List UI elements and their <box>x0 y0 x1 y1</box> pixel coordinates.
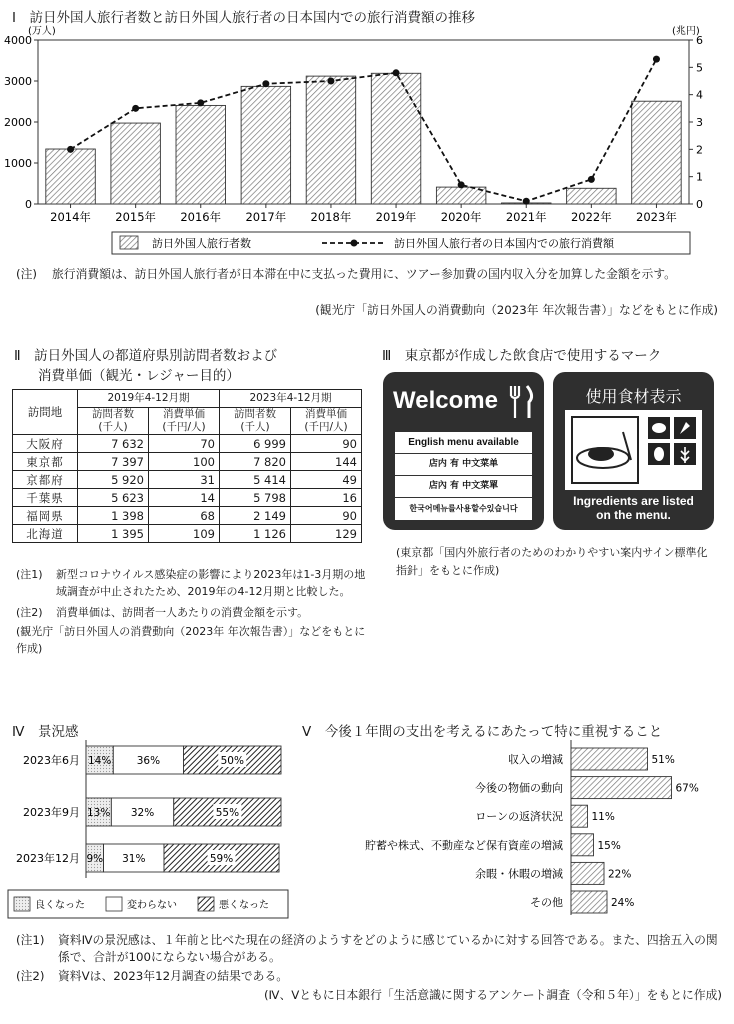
ingredients-title: 使用食材表示 <box>585 387 682 406</box>
header-price-text: 消費単価 <box>305 408 347 420</box>
section1-title: Ⅰ 訪日外国人旅行者数と訪日外国人旅行者の日本国内での旅行消費額の推移 <box>12 10 475 26</box>
footer-note1-text: 資料Ⅳの景況感は、１年前と比べた現在の経済のようすをどのように感じているかに対する回答である。また、四捨五入の関係で、合計が100にならない場合がある。 <box>58 933 718 964</box>
header-price-2019 <box>149 408 220 435</box>
section1-source: (観光庁「訪日外国人の消費動向（2023年 年次報告書）」などをもとに作成) <box>315 303 718 317</box>
table-row <box>13 507 362 525</box>
table-row <box>13 435 362 453</box>
section2-note2-text: 消費単価は、訪問者一人あたりの消費金額を示す。 <box>56 606 309 619</box>
value-bar <box>571 748 648 770</box>
ingredients-mark <box>553 372 714 530</box>
spending-point <box>197 99 204 106</box>
cell-visitors-2023: 1 126 <box>220 525 291 543</box>
cell-place: 東京都 <box>13 453 78 471</box>
header-visitors-text: 訪問者数 <box>234 408 276 420</box>
header-visitors-2023 <box>220 408 291 435</box>
x-tick-label: 2015年 <box>115 210 157 224</box>
visitor-bar <box>111 123 160 204</box>
header-visitors-unit: (千人) <box>98 421 128 433</box>
right-tick-label: 3 <box>696 116 703 129</box>
cell-price-2019: 31 <box>149 471 220 489</box>
header-period-2023: 2023年4-12月期 <box>220 390 362 408</box>
category-label: 今後の物価の動向 <box>475 781 563 795</box>
row-label: 2023年12月 <box>16 852 80 865</box>
section4-chart <box>0 740 300 925</box>
x-tick-label: 2022年 <box>570 210 612 224</box>
cell-place: 千葉県 <box>13 489 78 507</box>
section2-source: (観光庁「訪日外国人の消費動向（2023年 年次報告書）」などをもとに作成) <box>16 625 366 655</box>
visitor-bar <box>241 86 290 204</box>
visitor-bar <box>46 149 95 204</box>
left-tick-label: 3000 <box>4 75 32 88</box>
footer-note2-label: (注2) <box>16 969 45 983</box>
value-label: 15% <box>597 839 621 852</box>
left-tick-label: 2000 <box>4 116 32 129</box>
legend-improved-swatch <box>14 897 30 911</box>
section4-title: Ⅳ 景況感 <box>12 724 79 740</box>
cell-visitors-2023: 5 414 <box>220 471 291 489</box>
x-tick-label: 2021年 <box>505 210 547 224</box>
section2-note1-label: (注1) <box>16 568 43 581</box>
value-bar <box>571 805 588 827</box>
right-unit-label: (兆円) <box>672 26 700 37</box>
visitor-bar <box>176 105 225 204</box>
ingredients-caption <box>553 494 714 522</box>
value-bar <box>571 862 604 884</box>
legend-unchanged-swatch <box>106 897 122 911</box>
cell-price-2019: 70 <box>149 435 220 453</box>
table-row <box>13 471 362 489</box>
left-tick-label: 0 <box>25 198 32 211</box>
footer-source: (Ⅳ、Ⅴともに日本銀行「生活意識に関するアンケート調査（令和５年）」をもとに作成) <box>263 988 722 1002</box>
right-tick-label: 0 <box>696 198 703 211</box>
category-label: ローンの返済状況 <box>475 810 563 824</box>
right-tick-label: 6 <box>696 34 703 47</box>
legend-bar-label: 訪日外国人旅行者数 <box>152 237 251 250</box>
visitor-bar <box>306 76 355 204</box>
section5-chart <box>290 740 734 920</box>
x-tick-label: 2016年 <box>180 210 222 224</box>
spending-point <box>588 176 595 183</box>
right-tick-label: 4 <box>696 88 703 102</box>
table-row <box>13 453 362 471</box>
visitor-table <box>12 389 362 543</box>
spending-point <box>393 69 400 76</box>
legend-line-label: 訪日外国人旅行者の日本国内での旅行消費額 <box>394 237 614 250</box>
section2-table-wrap <box>12 389 362 543</box>
menu-chinese-simplified: 店内 有 中文菜单 <box>395 454 532 476</box>
cell-visitors-2019: 5 920 <box>78 471 149 489</box>
cell-price-2023: 49 <box>291 471 362 489</box>
cell-place: 大阪府 <box>13 435 78 453</box>
allergen-icons <box>647 416 697 484</box>
value-label: 24% <box>611 897 635 909</box>
x-tick-label: 2020年 <box>440 210 482 224</box>
value-label: 11% <box>591 811 615 824</box>
cell-visitors-2019: 7 397 <box>78 453 149 471</box>
segment-label: 55% <box>215 807 240 819</box>
segment-label: 13% <box>87 807 111 819</box>
header-visitors-2019 <box>78 408 149 435</box>
segment-label: 50% <box>220 755 244 767</box>
dish-icon <box>571 416 639 484</box>
footer-notes <box>16 932 722 1004</box>
spending-point <box>523 198 530 205</box>
cell-price-2023: 16 <box>291 489 362 507</box>
cell-visitors-2019: 1 395 <box>78 525 149 543</box>
section5-title: Ⅴ 今後１年間の支出を考えるにあたって特に重視すること <box>302 724 663 740</box>
header-period-2019: 2019年4-12月期 <box>78 390 220 408</box>
legend-line-marker <box>351 240 358 247</box>
header-price-2023 <box>291 408 362 435</box>
cell-price-2019: 14 <box>149 489 220 507</box>
cell-visitors-2023: 7 820 <box>220 453 291 471</box>
value-bar <box>571 777 672 799</box>
category-label: 貯蓄や株式、不動産など保有資産の増減 <box>365 838 563 852</box>
visitor-bar <box>371 73 420 204</box>
section2-note2-label: (注2) <box>16 606 43 619</box>
cell-price-2019: 109 <box>149 525 220 543</box>
row-label: 2023年9月 <box>23 806 80 819</box>
cell-visitors-2023: 2 149 <box>220 507 291 525</box>
section2-title-line1: Ⅱ 訪日外国人の都道府県別訪問者数および <box>14 348 278 364</box>
segment-label: 14% <box>87 755 112 767</box>
x-tick-label: 2018年 <box>310 210 352 224</box>
spending-point <box>132 105 139 112</box>
cell-visitors-2023: 5 798 <box>220 489 291 507</box>
spending-point <box>262 80 269 87</box>
category-label: 余暇・休暇の増減 <box>475 867 563 881</box>
header-price-text: 消費単価 <box>163 408 205 420</box>
row-label: 2023年6月 <box>23 754 80 767</box>
header-visitors-unit: (千人) <box>240 421 270 433</box>
segment-label: 31% <box>122 853 146 865</box>
header-price-unit: (千円/人) <box>304 421 348 433</box>
segment-label: 36% <box>136 755 161 767</box>
welcome-mark <box>383 372 544 530</box>
section3-title: Ⅲ 東京都が作成した飲食店で使用するマーク <box>382 348 662 364</box>
cell-visitors-2023: 6 999 <box>220 435 291 453</box>
header-visitors-text: 訪問者数 <box>92 408 134 420</box>
menu-english: English menu available <box>395 432 532 454</box>
segment-label: 32% <box>130 807 155 819</box>
header-price-unit: (千円/人) <box>162 421 206 433</box>
legend-improved-label: 良くなった <box>35 900 85 911</box>
legend-worse-swatch <box>198 897 214 911</box>
cell-price-2023: 144 <box>291 453 362 471</box>
value-label: 51% <box>651 754 675 766</box>
category-label: 収入の増減 <box>508 753 563 766</box>
legend-bar-swatch <box>120 236 138 249</box>
x-tick-label: 2014年 <box>50 210 91 224</box>
cell-price-2023: 90 <box>291 435 362 453</box>
footer-note1-label: (注1) <box>16 933 45 947</box>
section2-note1-text: 新型コロナウイルス感染症の影響により2023年は1-3月期の地域調査が中止されたため、2019年の4-12月期と比較した。 <box>56 568 366 598</box>
menu-chinese-traditional: 店內 有 中文菜單 <box>395 476 532 498</box>
x-tick-label: 2019年 <box>375 210 417 224</box>
cell-place: 北海道 <box>13 525 78 543</box>
cell-place: 福岡県 <box>13 507 78 525</box>
section1-note <box>16 266 724 283</box>
welcome-text: Welcome <box>393 387 498 414</box>
ingredients-caption-line2: on the menu. <box>596 508 671 522</box>
footer-note2-text: 資料Ⅴは、2023年12月調査の結果である。 <box>58 969 289 983</box>
section2-title-line2: 消費単価（観光・レジャー目的） <box>38 368 240 384</box>
spending-point <box>327 78 334 85</box>
segment-label: 59% <box>209 853 234 865</box>
spending-point <box>653 56 660 63</box>
spending-point <box>458 181 465 188</box>
spending-point <box>67 146 74 153</box>
header-place: 訪問地 <box>13 390 78 435</box>
section1-chart <box>0 22 734 262</box>
ingredients-caption-line1: Ingredients are listed <box>573 494 694 508</box>
cell-visitors-2019: 7 632 <box>78 435 149 453</box>
menu-korean: 한국어메뉴를사용할수있습니다 <box>409 504 518 513</box>
cell-price-2023: 129 <box>291 525 362 543</box>
table-row <box>13 525 362 543</box>
section1-note-text: 旅行消費額は、訪日外国人旅行者が日本滞在中に支払った費用に、ツアー参加費の国内収入分を加算した金額を示す。 <box>52 267 676 281</box>
legend-unchanged-label: 変わらない <box>127 900 177 911</box>
section2-note1 <box>16 566 376 657</box>
left-unit-label: (万人) <box>28 26 56 37</box>
legend-worse-label: 悪くなった <box>219 900 269 911</box>
ingredients-panel <box>565 410 702 490</box>
category-label: その他 <box>530 896 563 909</box>
cell-place: 京都府 <box>13 471 78 489</box>
x-tick-label: 2023年 <box>636 210 677 224</box>
visitor-bar <box>632 101 681 204</box>
fork-knife-icon <box>507 384 539 420</box>
x-tick-label: 2017年 <box>245 210 287 224</box>
right-tick-label: 2 <box>696 143 703 157</box>
cell-price-2023: 90 <box>291 507 362 525</box>
value-bar <box>571 834 594 856</box>
left-tick-label: 4000 <box>4 34 32 47</box>
cell-price-2019: 100 <box>149 453 220 471</box>
right-tick-label: 1 <box>696 170 703 184</box>
segment-label: 9% <box>86 853 104 865</box>
cell-price-2019: 68 <box>149 507 220 525</box>
visitor-bar <box>567 188 616 204</box>
left-tick-label: 1000 <box>4 157 32 170</box>
cell-visitors-2019: 5 623 <box>78 489 149 507</box>
cell-visitors-2019: 1 398 <box>78 507 149 525</box>
table-row <box>13 489 362 507</box>
section1-note-label: (注) <box>16 267 38 281</box>
language-list <box>395 432 532 520</box>
value-label: 22% <box>608 868 632 881</box>
value-label: 67% <box>675 782 699 795</box>
right-tick-label: 5 <box>696 61 703 75</box>
section3-source: (東京都「国内外旅行者のためのわかりやすい案内サイン標準化指針」をもとに作成) <box>396 546 708 577</box>
value-bar <box>571 891 607 913</box>
